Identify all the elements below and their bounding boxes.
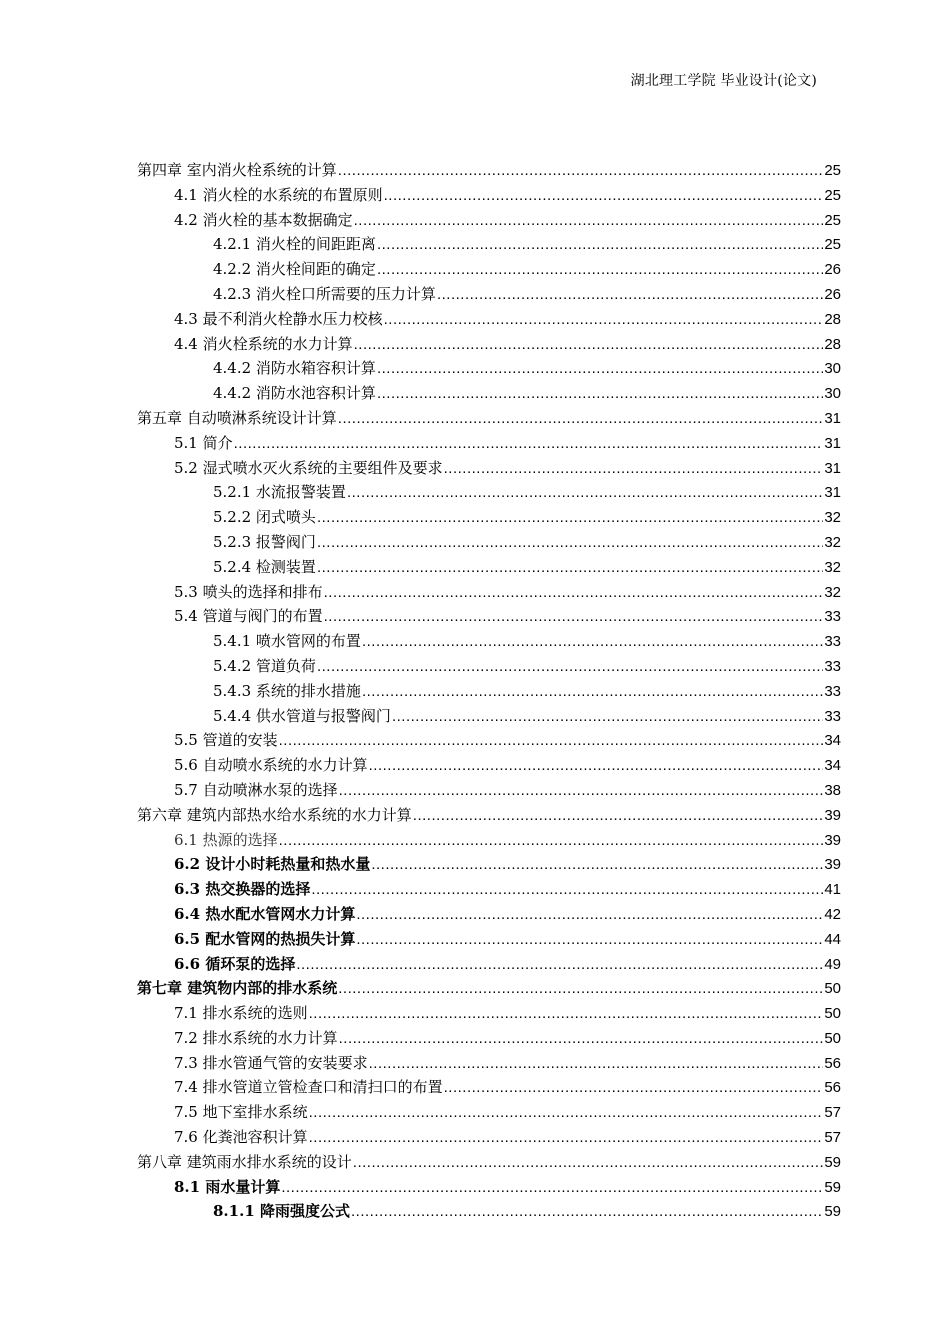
- toc-dot-leader: [317, 534, 823, 551]
- toc-entry-title: 第八章 建筑雨水排水系统的设计: [137, 1152, 352, 1171]
- toc-entry-title: 5.2.4 检测装置: [213, 557, 316, 576]
- toc-entry-title: 5.2.3 报警阀门: [213, 532, 316, 551]
- toc-entry-title: 5.4 管道与阀门的布置: [174, 607, 323, 626]
- toc-entry[interactable]: [137, 1101, 841, 1126]
- toc-entry[interactable]: [137, 481, 841, 506]
- toc-page-number: 50: [824, 1005, 841, 1023]
- toc-entry[interactable]: [137, 977, 841, 1002]
- toc-dot-leader: [309, 1129, 824, 1146]
- toc-page-number: 34: [824, 732, 841, 750]
- toc-entry[interactable]: [137, 457, 841, 482]
- toc-dot-leader: [317, 509, 823, 526]
- toc-entry-title: 5.7 自动喷淋水泵的选择: [174, 780, 338, 799]
- toc-dot-leader: [384, 311, 824, 328]
- toc-entry[interactable]: [137, 209, 841, 234]
- toc-entry-title: 5.4.4 供水管道与报警阀门: [213, 706, 391, 725]
- toc-entry-title: 5.2.2 闭式喷头: [213, 508, 316, 527]
- toc-dot-leader: [351, 1203, 823, 1220]
- toc-entry[interactable]: [137, 1002, 841, 1027]
- toc-page-number: 59: [824, 1203, 841, 1221]
- toc-page-number: 33: [824, 633, 841, 651]
- toc-entry[interactable]: [137, 308, 841, 333]
- toc-dot-leader: [369, 1055, 824, 1072]
- toc-page-number: 56: [824, 1079, 841, 1097]
- toc-page-number: 26: [824, 261, 841, 279]
- toc-page-number: 50: [824, 980, 841, 998]
- toc-entry-title: 第六章 建筑内部热水给水系统的水力计算: [137, 805, 412, 824]
- toc-entry-title: 5.2.1 水流报警装置: [213, 483, 346, 502]
- toc-entry[interactable]: [137, 1126, 841, 1151]
- toc-entry-title: 7.1 排水系统的选则: [174, 1004, 308, 1023]
- toc-entry-title: 6.3 热交换器的选择: [174, 880, 311, 899]
- toc-page-number: 31: [824, 434, 841, 452]
- toc-entry[interactable]: [137, 1176, 841, 1201]
- toc-page-number: 33: [824, 608, 841, 626]
- toc-entry[interactable]: [137, 506, 841, 531]
- toc-entry[interactable]: [137, 804, 841, 829]
- toc-entry-title: 5.1 简介: [174, 433, 233, 452]
- toc-entry-title: 4.2.1 消火栓的间距距离: [213, 235, 376, 254]
- toc-entry-title: 5.4.3 系统的排水措施: [213, 681, 361, 700]
- toc-entry[interactable]: [137, 283, 841, 308]
- toc-entry[interactable]: [137, 184, 841, 209]
- toc-entry-title: 6.2 设计小时耗热量和热水量: [174, 855, 371, 874]
- toc-entry[interactable]: [137, 258, 841, 283]
- toc-page-number: 26: [824, 285, 841, 303]
- toc-entry[interactable]: [137, 159, 841, 184]
- toc-page-number: 28: [824, 310, 841, 328]
- toc-dot-leader: [339, 1030, 824, 1047]
- toc-entry-title: 5.3 喷头的选择和排布: [174, 582, 323, 601]
- toc-page-number: 31: [824, 409, 841, 427]
- toc-page-number: 34: [824, 757, 841, 775]
- toc-entry-title: 7.4 排水管道立管检查口和清扫口的布置: [174, 1078, 443, 1097]
- toc-page-number: 32: [824, 533, 841, 551]
- toc-page-number: 57: [824, 1104, 841, 1122]
- toc-page-number: 41: [824, 881, 841, 899]
- toc-entry-title: 4.4.2 消防水箱容积计算: [213, 359, 376, 378]
- toc-entry[interactable]: [137, 729, 841, 754]
- toc-dot-leader: [281, 1179, 823, 1196]
- toc-page-number: 42: [824, 905, 841, 923]
- toc-page-number: 25: [824, 236, 841, 254]
- toc-page-number: 33: [824, 657, 841, 675]
- toc-entry[interactable]: [137, 233, 841, 258]
- toc-dot-leader: [384, 187, 824, 204]
- toc-dot-leader: [338, 162, 824, 179]
- toc-entry-title: 5.5 管道的安装: [174, 731, 278, 750]
- toc-dot-leader: [362, 633, 823, 650]
- toc-page-number: 32: [824, 509, 841, 527]
- toc-dot-leader: [324, 584, 824, 601]
- toc-dot-leader: [356, 931, 823, 948]
- toc-page-number: 57: [824, 1129, 841, 1147]
- toc-entry[interactable]: [137, 853, 841, 878]
- toc-entry[interactable]: [137, 705, 841, 730]
- toc-entry[interactable]: [137, 1151, 841, 1176]
- toc-entry[interactable]: [137, 432, 841, 457]
- toc-entry-title: 7.3 排水管通气管的安装要求: [174, 1053, 368, 1072]
- toc-entry-title: 第四章 室内消火栓系统的计算: [137, 161, 337, 179]
- toc-entry[interactable]: [137, 382, 841, 407]
- toc-dot-leader: [392, 708, 823, 725]
- toc-dot-leader: [234, 435, 824, 452]
- toc-entry[interactable]: [137, 407, 841, 432]
- toc-entry-title: 4.1 消火栓的水系统的布置原则: [174, 185, 383, 204]
- toc-dot-leader: [339, 782, 824, 799]
- toc-entry-title: 5.4.1 喷水管网的布置: [213, 632, 361, 651]
- toc-entry[interactable]: [137, 1027, 841, 1052]
- toc-page-number: 30: [824, 360, 841, 378]
- toc-page-number: 25: [824, 211, 841, 229]
- toc-entry-title: 8.1 雨水量计算: [174, 1177, 281, 1196]
- toc-page-number: 59: [824, 1153, 841, 1171]
- page-header: 湖北理工学院 毕业设计(论文): [630, 73, 817, 89]
- toc-dot-leader: [377, 385, 823, 402]
- toc-dot-leader: [413, 807, 824, 824]
- toc-dot-leader: [377, 360, 823, 377]
- toc-page-number: 39: [824, 856, 841, 874]
- toc-entry[interactable]: [137, 1076, 841, 1101]
- toc-entry-title: 4.2.2 消火栓间距的确定: [213, 260, 376, 279]
- toc-page-number: 32: [824, 558, 841, 576]
- toc-dot-leader: [311, 881, 823, 898]
- toc-entry-title: 4.4 消火栓系统的水力计算: [174, 334, 353, 353]
- toc-entry-title: 4.2 消火栓的基本数据确定: [174, 210, 353, 229]
- toc-page-number: 33: [824, 707, 841, 725]
- toc-dot-leader: [309, 1104, 824, 1121]
- toc-entry[interactable]: [137, 754, 841, 779]
- toc-dot-leader: [362, 683, 823, 700]
- toc-page-number: 32: [824, 583, 841, 601]
- toc-dot-leader: [279, 832, 824, 849]
- toc-entry-title: 6.5 配水管网的热损失计算: [174, 929, 356, 948]
- toc-entry-title: 7.6 化粪池容积计算: [174, 1128, 308, 1147]
- toc-entry[interactable]: [137, 829, 841, 854]
- toc-dot-leader: [377, 236, 823, 253]
- toc-dot-leader: [279, 732, 824, 749]
- toc-entry[interactable]: [137, 605, 841, 630]
- toc-dot-leader: [437, 286, 823, 303]
- toc-page-number: 56: [824, 1054, 841, 1072]
- toc-entry-title: 5.6 自动喷水系统的水力计算: [174, 756, 368, 775]
- toc-entry-title: 第七章 建筑物内部的排水系统: [137, 979, 338, 998]
- toc-page-number: 31: [824, 484, 841, 502]
- toc-entry[interactable]: [137, 333, 841, 358]
- toc-page-number: 59: [824, 1178, 841, 1196]
- toc-dot-leader: [354, 212, 824, 229]
- toc-page-number: 28: [824, 335, 841, 353]
- toc-entry-title: 7.5 地下室排水系统: [174, 1103, 308, 1122]
- toc-page-number: 31: [824, 459, 841, 477]
- toc-entry[interactable]: [137, 655, 841, 680]
- toc-entry[interactable]: [137, 779, 841, 804]
- toc-dot-leader: [317, 658, 823, 675]
- toc-dot-leader: [317, 559, 823, 576]
- toc-dot-leader: [444, 460, 824, 477]
- toc-dot-leader: [356, 906, 823, 923]
- toc-dot-leader: [353, 1154, 824, 1171]
- toc-dot-leader: [377, 261, 823, 278]
- toc-dot-leader: [354, 336, 824, 353]
- toc-entry[interactable]: [137, 903, 841, 928]
- toc-dot-leader: [296, 956, 823, 973]
- toc-dot-leader: [369, 757, 824, 774]
- toc-entry[interactable]: [137, 680, 841, 705]
- toc-page-number: 25: [824, 186, 841, 204]
- toc-page-number: 49: [824, 955, 841, 973]
- toc-entry-title: 6.4 热水配水管网水力计算: [174, 904, 356, 923]
- toc-dot-leader: [338, 410, 824, 427]
- toc-dot-leader: [347, 484, 823, 501]
- toc-page-number: 38: [824, 781, 841, 799]
- table-of-contents: [137, 159, 841, 1225]
- toc-page-number: 30: [824, 385, 841, 403]
- toc-entry[interactable]: [137, 556, 841, 581]
- toc-entry[interactable]: [137, 1052, 841, 1077]
- toc-entry-title: 6.6 循环泵的选择: [174, 954, 296, 973]
- toc-entry[interactable]: [137, 1200, 841, 1225]
- toc-entry[interactable]: [137, 531, 841, 556]
- toc-entry[interactable]: [137, 630, 841, 655]
- toc-page-number: 33: [824, 682, 841, 700]
- toc-entry-title: 4.2.3 消火栓口所需要的压力计算: [213, 284, 436, 303]
- toc-dot-leader: [338, 980, 823, 997]
- toc-entry-title: 4.3 最不利消火栓静水压力校核: [174, 309, 383, 328]
- toc-dot-leader: [309, 1005, 824, 1022]
- toc-entry-title: 5.2 湿式喷水灭火系统的主要组件及要求: [174, 458, 443, 477]
- toc-dot-leader: [324, 608, 824, 625]
- toc-page-number: 25: [824, 162, 841, 179]
- toc-entry-title: 4.4.2 消防水池容积计算: [213, 384, 376, 403]
- toc-dot-leader: [371, 856, 823, 873]
- toc-entry[interactable]: [137, 953, 841, 978]
- toc-entry[interactable]: [137, 928, 841, 953]
- toc-entry[interactable]: [137, 581, 841, 606]
- toc-dot-leader: [444, 1079, 824, 1096]
- toc-entry-title: 8.1.1 降雨强度公式: [213, 1202, 350, 1221]
- toc-entry-title: 7.2 排水系统的水力计算: [174, 1028, 338, 1047]
- toc-entry[interactable]: [137, 357, 841, 382]
- toc-page-number: 44: [824, 930, 841, 948]
- toc-page-number: 39: [824, 806, 841, 824]
- toc-page-number: 39: [824, 831, 841, 849]
- toc-entry[interactable]: [137, 878, 841, 903]
- toc-entry-title: 5.4.2 管道负荷: [213, 656, 316, 675]
- toc-page-number: 50: [824, 1029, 841, 1047]
- toc-entry-title: 6.1 热源的选择: [174, 830, 278, 849]
- toc-entry-title: 第五章 自动喷淋系统设计计算: [137, 408, 337, 427]
